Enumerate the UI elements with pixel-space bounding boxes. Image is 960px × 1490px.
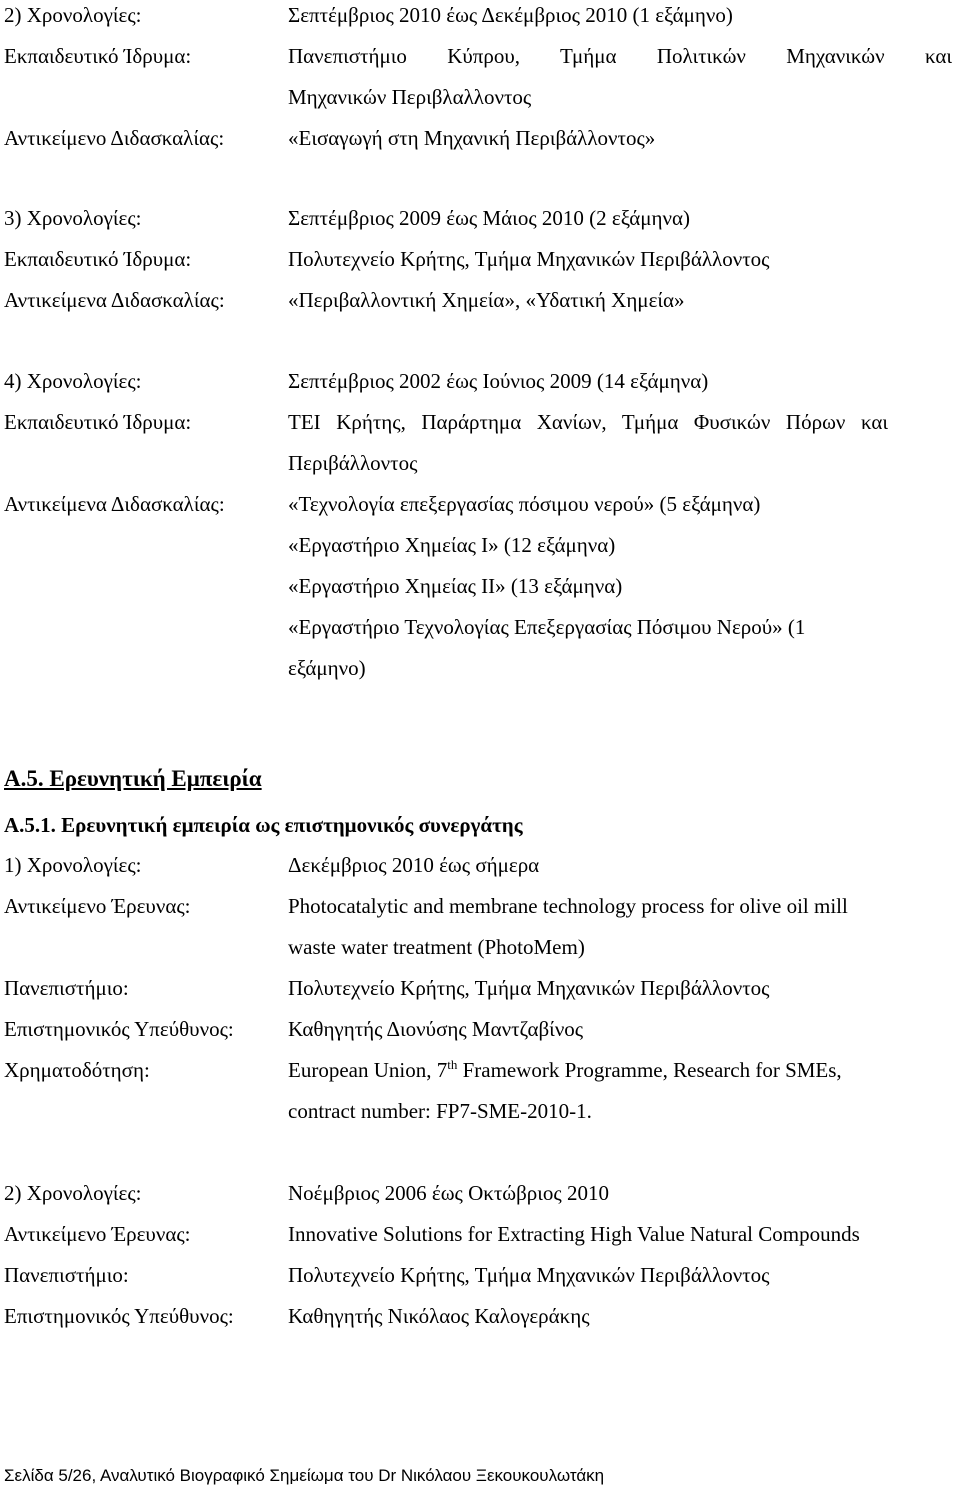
research-subject-value: Innovative Solutions for Extracting High Value Natural Compounds — [288, 1222, 860, 1246]
university-label: Πανεπιστήμιο: — [4, 976, 129, 1000]
subject-line: «Εργαστήριο Χημείας Ι» (12 εξάμηνα) — [288, 533, 616, 557]
subject-value: «Εισαγωγή στη Μηχανική Περιβάλλοντος» — [288, 126, 656, 150]
institution-label: Εκπαιδευτικό Ίδρυμα: — [4, 410, 192, 434]
institution-line: Μηχανικών Περιβλαλλοντος — [288, 85, 532, 109]
institution-line: Περιβάλλοντος — [288, 451, 418, 475]
subject-line: «Εργαστήριο Τεχνολογίας Επεξεργασίας Πόσιμου Νερού» (1 — [288, 615, 806, 639]
institution-label: Εκπαιδευτικό Ίδρυμα: — [4, 247, 192, 271]
supervisor-value: Καθηγητής Νικόλαος Καλογεράκης — [288, 1304, 590, 1328]
university-value: Πολυτεχνείο Κρήτης, Τμήμα Μηχανικών Περιβάλλοντος — [288, 976, 770, 1000]
research-project-1 — [4, 845, 956, 1132]
page-footer: Σελίδα 5/26, Αναλυτικό Βιογραφικό Σημείωμα του Dr Νικόλαου Ξεκουκουλωτάκη — [4, 1466, 605, 1485]
institution-label: Εκπαιδευτικό Ίδρυμα: — [4, 44, 192, 68]
university-label: Πανεπιστήμιο: — [4, 1263, 129, 1287]
institution-line: Πανεπιστήμιο Κύπρου, Τμήμα Πολιτικών Μηχανικών και — [288, 44, 952, 68]
section-title: Α.5. Ερευνητική Εμπειρία — [4, 766, 262, 791]
institution-value: Πολυτεχνείο Κρήτης, Τμήμα Μηχανικών Περιβάλλοντος — [288, 247, 770, 271]
subject-label: Αντικείμενο Διδασκαλίας: — [4, 126, 225, 150]
period-label: 1) Χρονολογίες: — [4, 853, 142, 877]
period-value: Δεκέμβριος 2010 έως σήμερα — [288, 853, 540, 877]
period-label: 2) Χρονολογίες: — [4, 1181, 142, 1205]
funding-label: Χρηματοδότηση: — [4, 1058, 150, 1082]
subject-line: «Εργαστήριο Χημείας ΙΙ» (13 εξάμηνα) — [288, 574, 623, 598]
research-subject-label: Αντικείμενο Έρευνας: — [4, 894, 191, 918]
teaching-entry-3 — [4, 198, 956, 321]
subject-label: Αντικείμενα Διδασκαλίας: — [4, 492, 225, 516]
supervisor-label: Επιστημονικός Υπεύθυνος: — [4, 1304, 234, 1328]
supervisor-label: Επιστημονικός Υπεύθυνος: — [4, 1017, 234, 1041]
period-value: Σεπτέμβριος 2010 έως Δεκέμβριος 2010 (1 εξάμηνο) — [288, 3, 733, 27]
period-label: 2) Χρονολογίες: — [4, 3, 142, 27]
research-subject-line: Photocatalytic and membrane technology process for olive oil mill — [288, 894, 848, 918]
subsection-title: Α.5.1. Ερευνητική εμπειρία ως επιστημονικός συνεργάτης — [4, 813, 523, 837]
teaching-entry-2 — [4, 0, 956, 159]
period-label: 4) Χρονολογίες: — [4, 369, 142, 393]
period-value: Σεπτέμβριος 2002 έως Ιούνιος 2009 (14 εξάμηνα) — [288, 369, 709, 393]
institution-line: ΤΕΙ Κρήτης, Παράρτημα Χανίων, Τμήμα Φυσικών Πόρων και — [288, 410, 888, 434]
research-subject-line: waste water treatment (PhotoMem) — [288, 935, 585, 959]
period-value: Σεπτέμβριος 2009 έως Μάιος 2010 (2 εξάμηνα) — [288, 206, 691, 230]
research-project-2 — [4, 1173, 956, 1337]
funding-line: European Union, 7th Framework Programme, Research for SMEs, — [288, 1057, 842, 1082]
subject-line: «Τεχνολογία επεξεργασίας πόσιμου νερού» (5 εξάμηνα) — [288, 492, 761, 516]
supervisor-value: Καθηγητής Διονύσης Μαντζαβίνος — [288, 1017, 584, 1041]
teaching-entry-4 — [4, 361, 956, 689]
period-value: Νοέμβριος 2006 έως Οκτώβριος 2010 — [288, 1181, 609, 1205]
subject-value: «Περιβαλλοντική Χημεία», «Υδατική Χημεία» — [288, 288, 685, 312]
research-subject-label: Αντικείμενο Έρευνας: — [4, 1222, 191, 1246]
funding-line: contract number: FP7-SME-2010-1. — [288, 1099, 592, 1123]
period-label: 3) Χρονολογίες: — [4, 206, 142, 230]
university-value: Πολυτεχνείο Κρήτης, Τμήμα Μηχανικών Περιβάλλοντος — [288, 1263, 770, 1287]
subject-line: εξάμηνο) — [288, 656, 366, 680]
subject-label: Αντικείμενα Διδασκαλίας: — [4, 288, 225, 312]
